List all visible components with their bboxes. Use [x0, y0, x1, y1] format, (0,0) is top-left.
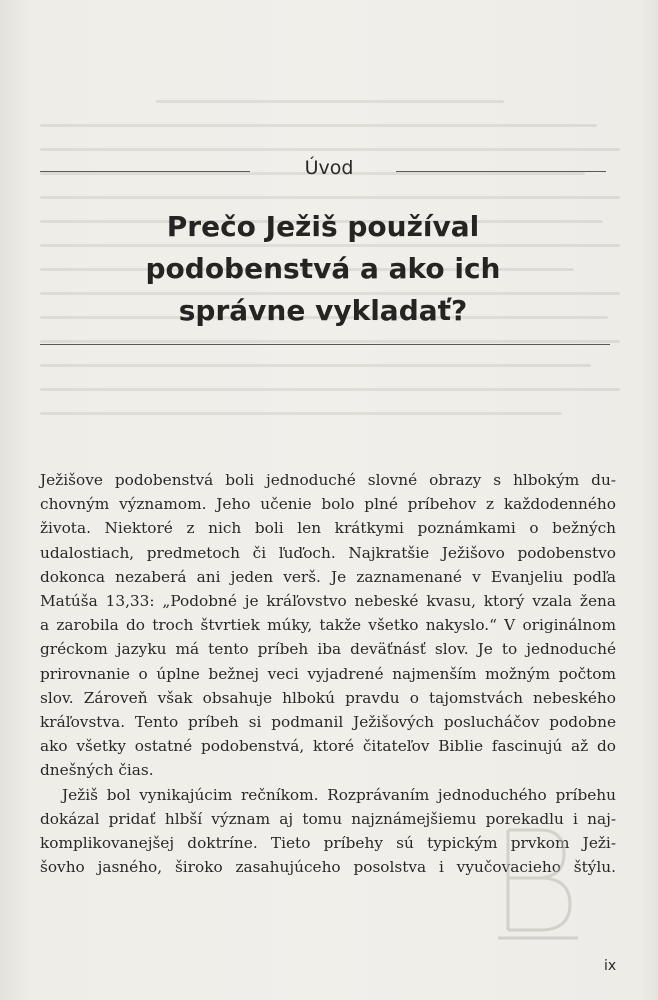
text-line: dnešných čias.: [40, 761, 154, 780]
text-line: komplikovanejšej doktríne. Tieto príbehy sú typickým prvkom Ježi-: [40, 834, 616, 853]
text-line: ako všetky ostatné podobenstvá, ktoré čitateľov Biblie fascinujú až do: [40, 737, 616, 756]
text-line: chovným významom. Jeho učenie bolo plné príbehov z každodenného: [40, 495, 616, 514]
text-line: dokonca nezaberá ani jeden verš. Je zaznamenané v Evanjeliu podľa: [40, 567, 616, 586]
text-line: života. Niektoré z nich boli len krátkymi poznámkami o bežných: [40, 519, 616, 538]
text-line: šovho jasného, široko zasahujúceho posolstva i vyučovacieho štýlu.: [40, 858, 616, 877]
watermark-logo: [478, 820, 588, 950]
page-number: ix: [604, 958, 617, 974]
chapter-title: [40, 206, 606, 332]
section-label: Úvod: [304, 157, 354, 179]
title-rule: [40, 344, 610, 345]
chapter-title-line: podobenstvá a ako ich: [145, 252, 501, 285]
chapter-title-line: Prečo Ježiš používal: [166, 210, 480, 243]
text-line: gréckom jazyku má tento príbeh iba deväťnásť slov. Je to jednoduché: [40, 640, 616, 659]
chapter-title-line: správne vykladať?: [178, 294, 468, 327]
body-text: [40, 468, 616, 879]
text-line: slov. Zároveň však obsahuje hlbokú pravdu o tajomstvách nebeského: [40, 688, 616, 707]
text-line: a zarobila do troch štvrtiek múky, takže všetko nakyslo.“ V originálnom: [40, 616, 616, 635]
text-line: prirovnanie o úplne bežnej veci vyjadrené najmenším možným počtom: [40, 664, 616, 683]
section-rule-right: [396, 171, 606, 172]
text-line: Ježiš bol vynikajúcim rečníkom. Rozprávaním jednoduchého príbehu: [62, 785, 616, 804]
text-line: Ježišove podobenstvá boli jednoduché slovné obrazy s hlbokým du-: [40, 471, 616, 489]
text-line: udalostiach, predmetoch či ľuďoch. Najkratšie Ježišovo podobenstvo: [40, 543, 616, 562]
text-line: Matúša 13,33: „Podobné je kráľovstvo nebeské kvasu, ktorý vzala žena: [40, 592, 616, 611]
paragraph-1: [40, 468, 616, 783]
text-line: dokázal pridať hlbší význam aj tomu najznámejšiemu porekadlu i naj-: [40, 809, 616, 828]
text-line: kráľovstva. Tento príbeh si podmanil Ježišových poslucháčov podobne: [40, 713, 616, 732]
